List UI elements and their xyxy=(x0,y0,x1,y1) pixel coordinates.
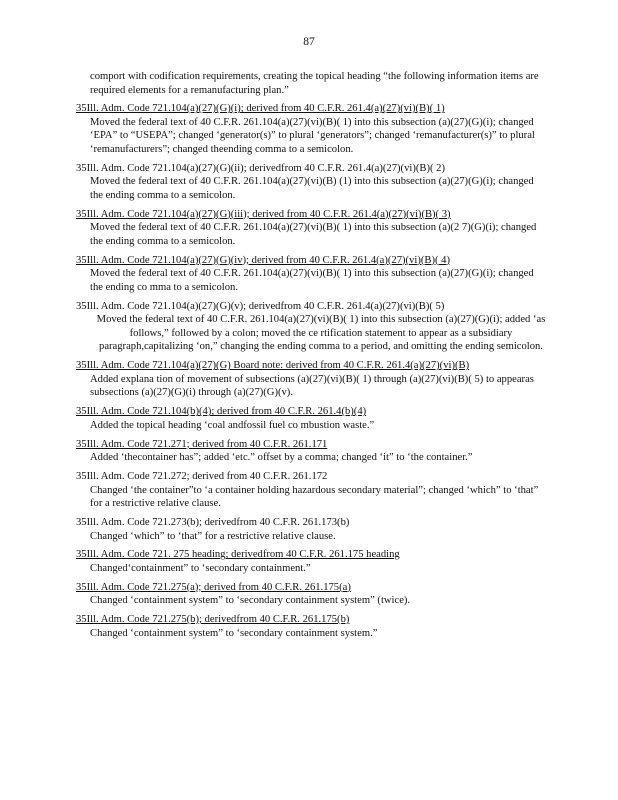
citation-entry xyxy=(76,208,546,249)
citation-heading-text: 35Ill. Adm. Code 721.104(b)(4); derived from 40 C.F.R. 261.4(b)(4) xyxy=(76,406,367,418)
citation-entry xyxy=(76,254,546,295)
citation-heading-text: 35Ill. Adm. Code 721.104(a)(27)(G)(iii); derived from 40 C.F.R. 261.4(a)(27)(vi)(B)( 3) xyxy=(76,208,451,220)
citation-entry xyxy=(76,613,546,640)
citation-entry xyxy=(76,300,546,354)
citation-entry xyxy=(76,405,546,432)
entries-list xyxy=(76,70,546,645)
citation-heading-text: 35Ill. Adm. Code 721.273(b); derivedfrom 40 C.F.R. 261.173(b) xyxy=(76,516,350,528)
citation-description: Added explana tion of movement of subsections (a)(27)(vi)(B)( 1) through (a)(27)(vi)(B)( 5) to appearas subsections (a)(27)(G)(i) through (a)(27)(G)(v). xyxy=(90,373,534,399)
citation-description: Changed‘containment” to ‘secondary containment.” xyxy=(90,562,311,574)
citation-description: Changed ‘the container”to ‘a container holding hazardous secondary material”; changed ‘which” to ‘that” for a restrictive relative clause. xyxy=(90,484,539,510)
citation-heading-text: 35Ill. Adm. Code 721.104(a)(27)(G) Board note: derived from 40 C.F.R. 261.4(a)(27)(vi)(B) xyxy=(76,360,470,372)
citation-heading xyxy=(76,162,546,176)
citation-entry xyxy=(76,102,546,156)
citation-entry xyxy=(76,438,546,465)
citation-heading xyxy=(76,300,546,314)
citation-entry xyxy=(76,162,546,203)
citation-heading-text: 35Ill. Adm. Code 721.275(b); derivedfrom 40 C.F.R. 261.175(b) xyxy=(76,614,350,626)
citation-heading xyxy=(76,359,546,373)
citation-entry xyxy=(76,516,546,543)
citation-heading xyxy=(76,613,546,627)
citation-heading-text: 35Ill. Adm. Code 721.104(a)(27)(G)(iv); derived from 40 C.F.R. 261.4(a)(27)(vi)(B)( 4) xyxy=(76,254,450,266)
intro-paragraph: comport with codification requirements, creating the topical heading “the following information items are required elements for a remanufacturing plan.” xyxy=(90,71,539,96)
citation-heading-text: 35Ill. Adm. Code 721. 275 heading; derivedfrom 40 C.F.R. 261.175 heading xyxy=(76,549,400,561)
citation-description: Changed ‘containment system” to ‘secondary containment system” (twice). xyxy=(90,595,411,607)
entry-container xyxy=(76,102,546,640)
citation-heading-text: 35Ill. Adm. Code 721.104(a)(27)(G)(ii); derivedfrom 40 C.F.R. 261.4(a)(27)(vi)(B)( 2) xyxy=(76,162,445,174)
citation-heading xyxy=(76,405,546,419)
citation-heading xyxy=(76,102,546,116)
citation-heading xyxy=(76,470,546,484)
citation-heading-text: 35Ill. Adm. Code 721.275(a); derived from 40 C.F.R. 261.175(a) xyxy=(76,581,351,593)
citation-description: Moved the federal text of 40 C.F.R. 261.104(a)(27)(vi)(B)( 1) into this subsection (a)(2 7)(G)(i); changed the ending comma to a semicolon. xyxy=(90,222,537,247)
citation-entry xyxy=(76,359,546,400)
citation-description: Changed ‘containment system” to ‘secondary containment system.” xyxy=(90,627,378,639)
citation-heading xyxy=(76,516,546,530)
citation-heading xyxy=(76,581,546,595)
citation-heading xyxy=(76,254,546,268)
page-number: 87 xyxy=(303,36,315,48)
citation-entry xyxy=(76,548,546,575)
citation-description: Moved the federal text of 40 C.F.R. 261.104(a)(27)(vi)(B)( 1) into this subsection (a)(27)(G)(i); changed the ending co mma to a semicolon. xyxy=(90,268,534,293)
citation-heading xyxy=(76,208,546,222)
citation-heading xyxy=(76,438,546,452)
citation-description: Moved the federal text of 40 C.F.R. 261.104(a)(27)(vi)(B) (1) into this subsection (a)(27)(G)(i); changed the ending comma to a semicolon. xyxy=(90,176,534,201)
citation-description: Added ‘thecontainer has”; added ‘etc.” offset by a comma; changed ‘it” to ‘the container.” xyxy=(90,452,473,464)
citation-entry xyxy=(76,470,546,511)
citation-heading-text: 35Ill. Adm. Code 721.104(a)(27)(G)(v); derivedfrom 40 C.F.R. 261.4(a)(27)(vi)(B)( 5) xyxy=(76,300,445,312)
citation-description: Added the topical heading ‘coal andfossil fuel co mbustion waste.” xyxy=(90,419,375,431)
citation-heading-text: 35Ill. Adm. Code 721.272; derived from 40 C.F.R. 261.172 xyxy=(76,470,328,482)
citation-description: Moved the federal text of 40 C.F.R. 261.104(a)(27)(vi)(B)( 1) into this subsection (a)(27)(G)(i); added ‘as follows,” followed by a colon; moved the ce rtification statement to appear as a subsidiary paragraph,capitalizing ‘on,” changing the ending comma to a period, and omitting the ending semicolon. xyxy=(96,314,546,353)
citation-heading xyxy=(76,548,546,562)
citation-heading-text: 35Ill. Adm. Code 721.271; derived from 40 C.F.R. 261.171 xyxy=(76,438,328,450)
citation-heading-text: 35Ill. Adm. Code 721.104(a)(27)(G)(i); derived from 40 C.F.R. 261.4(a)(27)(vi)(B)( 1) xyxy=(76,103,445,115)
citation-description: Changed ‘which” to ‘that” for a restrictive relative clause. xyxy=(90,530,336,542)
citation-entry xyxy=(76,581,546,608)
citation-description: Moved the federal text of 40 C.F.R. 261.104(a)(27)(vi)(B)( 1) into this subsection (a)(27)(G)(i); changed ‘EPA” to “USEPA”; changed ‘generator(s)” to plural ‘generators”; changed ‘remanufacturer(s)” to plural ‘remanufacturers”; changed theending comma to a semicolon. xyxy=(90,116,535,155)
